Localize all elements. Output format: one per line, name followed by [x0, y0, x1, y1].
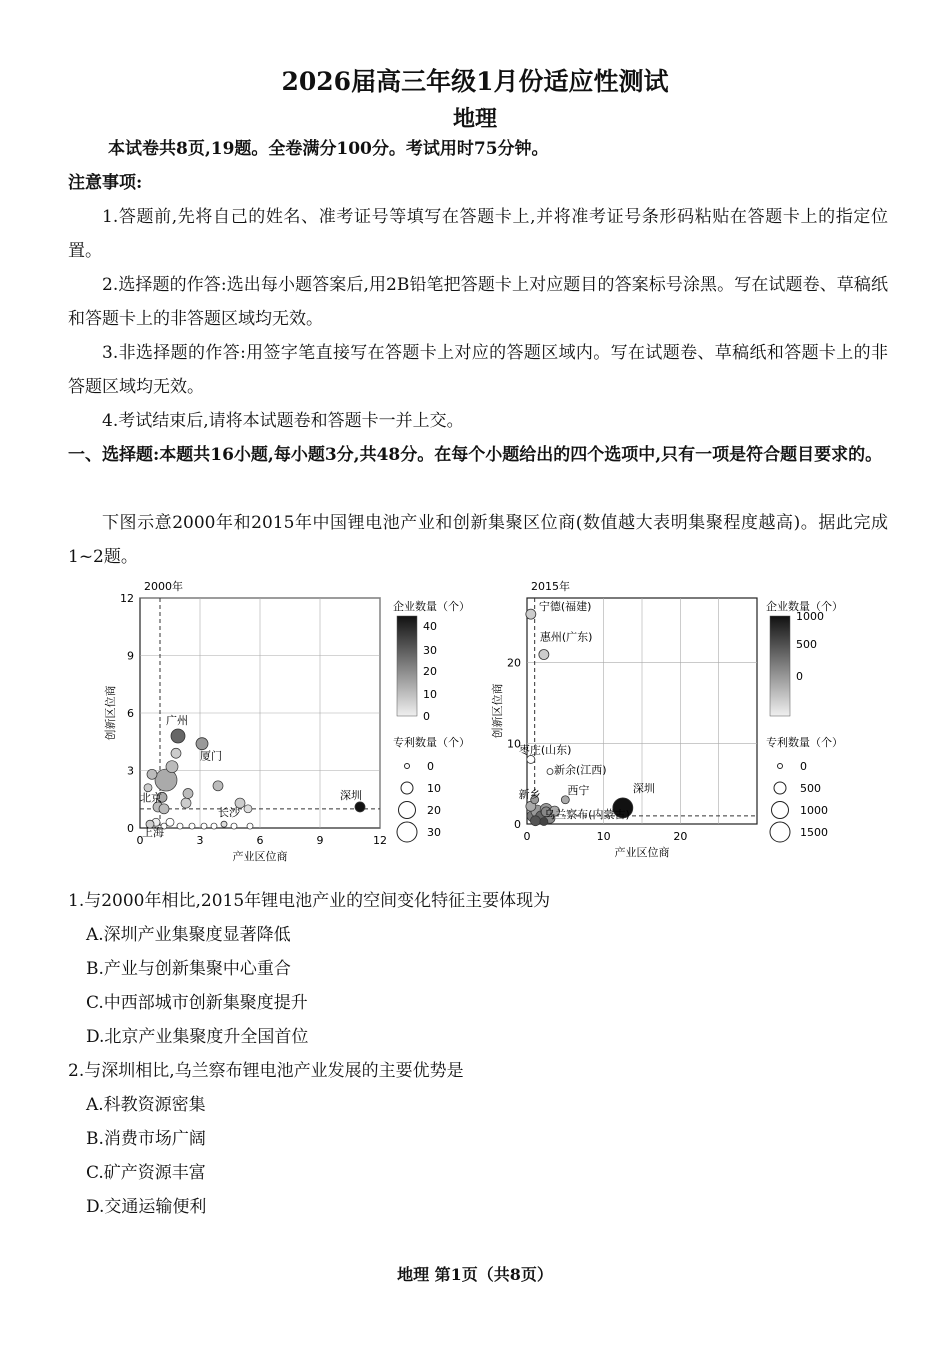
size-legend-tick: 1000 — [800, 804, 828, 817]
size-legend-circle — [405, 764, 410, 769]
notice-heading: 注意事项: — [68, 173, 143, 193]
data-point — [177, 823, 183, 829]
subject-title: 地理 — [452, 106, 497, 132]
data-point — [159, 804, 169, 814]
size-legend-title: 专利数量（个） — [393, 736, 470, 749]
data-point — [539, 650, 549, 660]
data-point — [561, 796, 569, 804]
x-tick-label: 9 — [316, 834, 324, 847]
data-point — [166, 818, 174, 826]
data-point — [171, 729, 185, 743]
color-legend-tick: 40 — [423, 620, 437, 633]
point-label: 广州 — [166, 714, 188, 727]
point-label: 新乡 — [518, 787, 541, 801]
data-point — [527, 755, 535, 763]
size-legend-circle — [778, 764, 783, 769]
x-tick-label: 3 — [196, 834, 204, 847]
size-legend-tick: 10 — [427, 782, 441, 795]
page-footer: 地理 第1页（共8页） — [397, 1265, 553, 1284]
color-legend-tick: 20 — [423, 665, 437, 678]
data-point — [355, 802, 365, 812]
notice-item: 1.答题前,先将自己的姓名、准考证号等填写在答题卡上,并将准考证号条形码粘贴在答题卡上的指定位置。 — [68, 207, 888, 261]
data-point — [166, 761, 178, 773]
y-tick-label: 20 — [507, 656, 521, 670]
y-tick-label: 12 — [120, 592, 134, 605]
data-point — [530, 816, 540, 826]
data-point — [189, 823, 195, 829]
data-point — [147, 769, 157, 779]
size-legend-circle — [772, 802, 789, 819]
size-legend-tick: 0 — [427, 760, 434, 773]
data-point — [181, 798, 191, 808]
data-point — [247, 823, 253, 829]
chart-2000 — [103, 579, 470, 863]
y-tick-label: 0 — [514, 818, 521, 831]
data-point — [221, 821, 227, 827]
data-point — [244, 805, 252, 813]
data-point — [171, 748, 181, 758]
x-tick-label: 0 — [523, 830, 531, 843]
q2-option-d: D.交通运输便利 — [86, 1197, 207, 1217]
data-point — [231, 823, 237, 829]
color-legend-tick: 0 — [796, 670, 803, 683]
data-point — [547, 769, 553, 775]
size-legend-tick: 20 — [427, 804, 441, 817]
notice-item: 4.考试结束后,请将本试题卷和答题卡一并上交。 — [102, 411, 464, 431]
data-point — [211, 823, 217, 829]
q1-option-b: B.产业与创新集聚中心重合 — [86, 959, 291, 979]
size-legend-circle — [401, 782, 413, 794]
q1-option-d: D.北京产业集聚度升全国首位 — [86, 1027, 309, 1047]
y-tick-label: 0 — [127, 822, 134, 835]
y-tick-label: 10 — [507, 737, 521, 751]
q2-option-a: A.科教资源密集 — [86, 1095, 206, 1115]
chart-2015 — [490, 579, 843, 859]
color-legend-tick: 1000 — [796, 610, 824, 623]
size-legend-title: 专利数量（个） — [766, 736, 843, 749]
chart-title: 2015年 — [531, 580, 570, 593]
y-axis-label: 创新区位商 — [491, 683, 504, 739]
point-label: 厦门 — [200, 749, 222, 763]
notice-item: 2.选择题的作答:选出每小题答案后,用2B铅笔把答题卡上对应题目的答案标号涂黑。写在试题卷、草稿纸和答题卡上的非答题区域均无效。 — [68, 275, 888, 329]
color-legend-bar — [397, 616, 417, 716]
section-intro: 下图示意2000年和2015年中国锂电池产业和创新集聚区位商(数值越大表明集聚程度越高)。据此完成1~2题。 — [68, 513, 888, 567]
color-legend-tick: 10 — [423, 688, 437, 701]
color-legend-tick: 30 — [423, 644, 437, 657]
chart-title: 2000年 — [144, 580, 183, 593]
notice-item: 3.非选择题的作答:用签字笔直接写在答题卡上对应的答题区域内。写在试题卷、草稿纸和答题卡上的非答题区域均无效。 — [68, 343, 888, 397]
exam-info: 本试卷共8页,19题。全卷满分100分。考试用时75分钟。 — [108, 139, 549, 159]
size-legend-circle — [774, 782, 786, 794]
y-tick-label: 3 — [127, 764, 134, 778]
size-legend-circle — [399, 802, 416, 819]
x-axis-label: 产业区位商 — [614, 846, 670, 859]
x-tick-label: 0 — [136, 834, 144, 847]
question-1: 1.与2000年相比,2015年锂电池产业的空间变化特征主要体现为 — [68, 891, 551, 911]
x-axis-label: 产业区位商 — [232, 850, 288, 863]
exam-title: 2026届高三年级1月份适应性测试 — [281, 67, 669, 96]
size-legend-circle — [397, 822, 417, 842]
point-label: 宁德(福建) — [538, 600, 592, 614]
y-tick-label: 9 — [127, 649, 134, 663]
size-legend-tick: 500 — [800, 782, 821, 795]
section-heading: 一、选择题:本题共16小题,每小题3分,共48分。在每个小题给出的四个选项中,只有一项是符合题目要求的。 — [68, 445, 883, 465]
color-legend-tick: 500 — [796, 638, 817, 651]
point-label: 惠州(广东) — [539, 630, 593, 644]
data-point — [183, 789, 193, 799]
size-legend-tick: 0 — [800, 760, 807, 773]
x-tick-label: 20 — [673, 830, 688, 843]
size-legend-tick: 30 — [427, 826, 441, 839]
color-legend-title: 企业数量（个） — [766, 600, 843, 613]
point-label: 深圳 — [632, 781, 655, 795]
x-tick-label: 12 — [373, 834, 387, 847]
size-legend-circle — [770, 822, 790, 842]
data-point — [196, 738, 208, 750]
point-label: 乌兰察布(内蒙古) — [544, 807, 630, 821]
color-legend-tick: 0 — [423, 710, 430, 723]
point-label: 新余(江西) — [554, 763, 607, 777]
color-legend-bar — [770, 616, 790, 716]
data-point — [201, 823, 207, 829]
point-label: 长沙 — [218, 806, 240, 820]
charts-figure — [0, 570, 950, 880]
question-2: 2.与深圳相比,乌兰察布锂电池产业发展的主要优势是 — [68, 1061, 464, 1081]
color-legend-title: 企业数量（个） — [393, 600, 470, 613]
x-tick-label: 10 — [596, 830, 611, 843]
q1-option-c: C.中西部城市创新集聚度提升 — [86, 993, 308, 1013]
y-tick-label: 6 — [127, 707, 134, 720]
point-label: 北京 — [140, 791, 162, 805]
q1-option-a: A.深圳产业集聚度显著降低 — [86, 925, 291, 945]
size-legend-tick: 1500 — [800, 826, 828, 839]
data-point — [213, 781, 223, 791]
point-label: 西宁 — [567, 783, 590, 797]
x-tick-label: 6 — [256, 834, 264, 847]
point-label: 上海 — [142, 826, 164, 840]
y-axis-label: 创新区位商 — [104, 685, 117, 741]
data-point — [526, 609, 536, 619]
point-label: 枣庄(山东) — [518, 743, 572, 757]
q2-option-c: C.矿产资源丰富 — [86, 1163, 206, 1183]
q2-option-b: B.消费市场广阔 — [86, 1129, 206, 1149]
point-label: 深圳 — [340, 788, 362, 802]
